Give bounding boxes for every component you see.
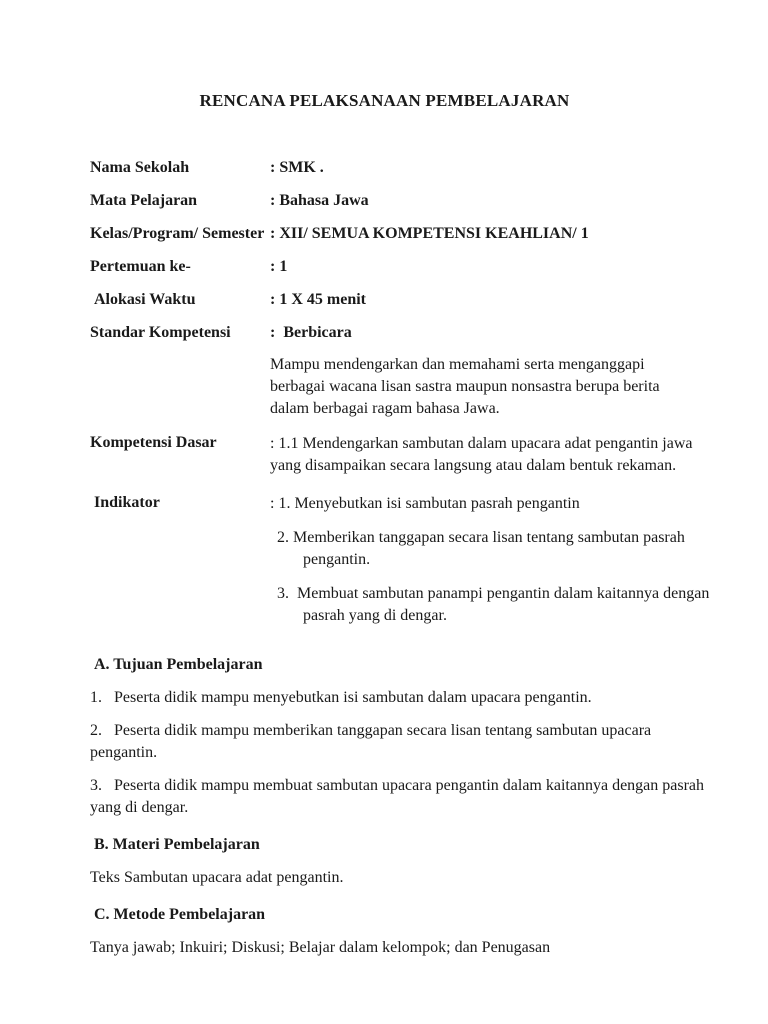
field-value: : 1 X 45 menit [270, 291, 366, 308]
section-paragraph: 2. Peserta didik mampu memberikan tanggapan secara lisan tentang sambutan upacara pengantin. [90, 722, 656, 761]
indikator-item: 3. Membuat sambutan panampi pengantin dalam kaitannya dengan pasrah yang di dengar. [277, 585, 714, 624]
field-label: Kelas/Program/ Semester [90, 225, 265, 242]
indikator-item: 2. Memberikan tanggapan secara lisan tentang sambutan pasrah pengantin. [277, 529, 689, 568]
field-value: : Bahasa Jawa [270, 192, 369, 209]
field-row-kelas-program-semester [90, 224, 713, 244]
field-row-pertemuan-ke [90, 257, 713, 277]
standar-kompetensi-description-row [90, 356, 713, 420]
field-row-mata-pelajaran [90, 191, 713, 211]
section-paragraph: Tanya jawab; Inkuiri; Diskusi; Belajar dalam kelompok; dan Penugasan [90, 939, 551, 956]
field-label: Pertemuan ke- [90, 258, 191, 275]
metadata-block [90, 158, 713, 639]
field-label: Mata Pelajaran [90, 192, 198, 209]
field-value: : XII/ SEMUA KOMPETENSI KEAHLIAN/ 1 [270, 225, 589, 242]
field-value: : 1 [270, 258, 288, 275]
document-title: RENCANA PELAKSANAAN PEMBELAJARAN [199, 91, 570, 110]
indikator-item: : 1. Menyebutkan isi sambutan pasrah pengantin [270, 495, 580, 512]
field-row-standar-kompetensi [90, 323, 713, 343]
field-label: Alokasi Waktu [90, 291, 196, 308]
section-paragraph: Teks Sambutan upacara adat pengantin. [90, 869, 344, 886]
indikator-list [270, 493, 713, 639]
field-label: Nama Sekolah [90, 159, 190, 176]
field-row-indikator [90, 493, 713, 639]
section-heading: A. Tujuan Pembelajaran [94, 656, 263, 673]
field-value: : SMK . [270, 159, 324, 176]
kompetensi-dasar-value: : 1.1 Mendengarkan sambutan dalam upacara adat pengantin jawa yang disampaikan secara langsung atau dalam bentuk rekaman. [270, 435, 697, 474]
section-materi-pembelajaran [90, 834, 713, 889]
field-label: Kompetensi Dasar [90, 434, 217, 451]
section-tujuan-pembelajaran [90, 654, 713, 819]
field-row-kompetensi-dasar [90, 433, 713, 477]
section-paragraph: 3. Peserta didik mampu membuat sambutan upacara pengantin dalam kaitannya dengan pasrah yang di dengar. [90, 777, 709, 816]
field-value: : Berbicara [270, 324, 352, 341]
section-heading: C. Metode Pembelajaran [94, 906, 266, 923]
field-label: Standar Kompetensi [90, 324, 231, 341]
field-row-alokasi-waktu [90, 290, 713, 310]
section-heading: B. Materi Pembelajaran [94, 836, 260, 853]
section-metode-pembelajaran [90, 904, 713, 959]
field-row-nama-sekolah [90, 158, 713, 178]
standar-kompetensi-description: Mampu mendengarkan dan memahami serta menganggapi berbagai wacana lisan sastra maupun nonsastra berupa berita dalam berbagai ragam bahasa Jawa. [270, 356, 664, 417]
field-label: Indikator [90, 494, 160, 511]
section-paragraph: 1. Peserta didik mampu menyebutkan isi sambutan dalam upacara pengantin. [90, 689, 592, 706]
